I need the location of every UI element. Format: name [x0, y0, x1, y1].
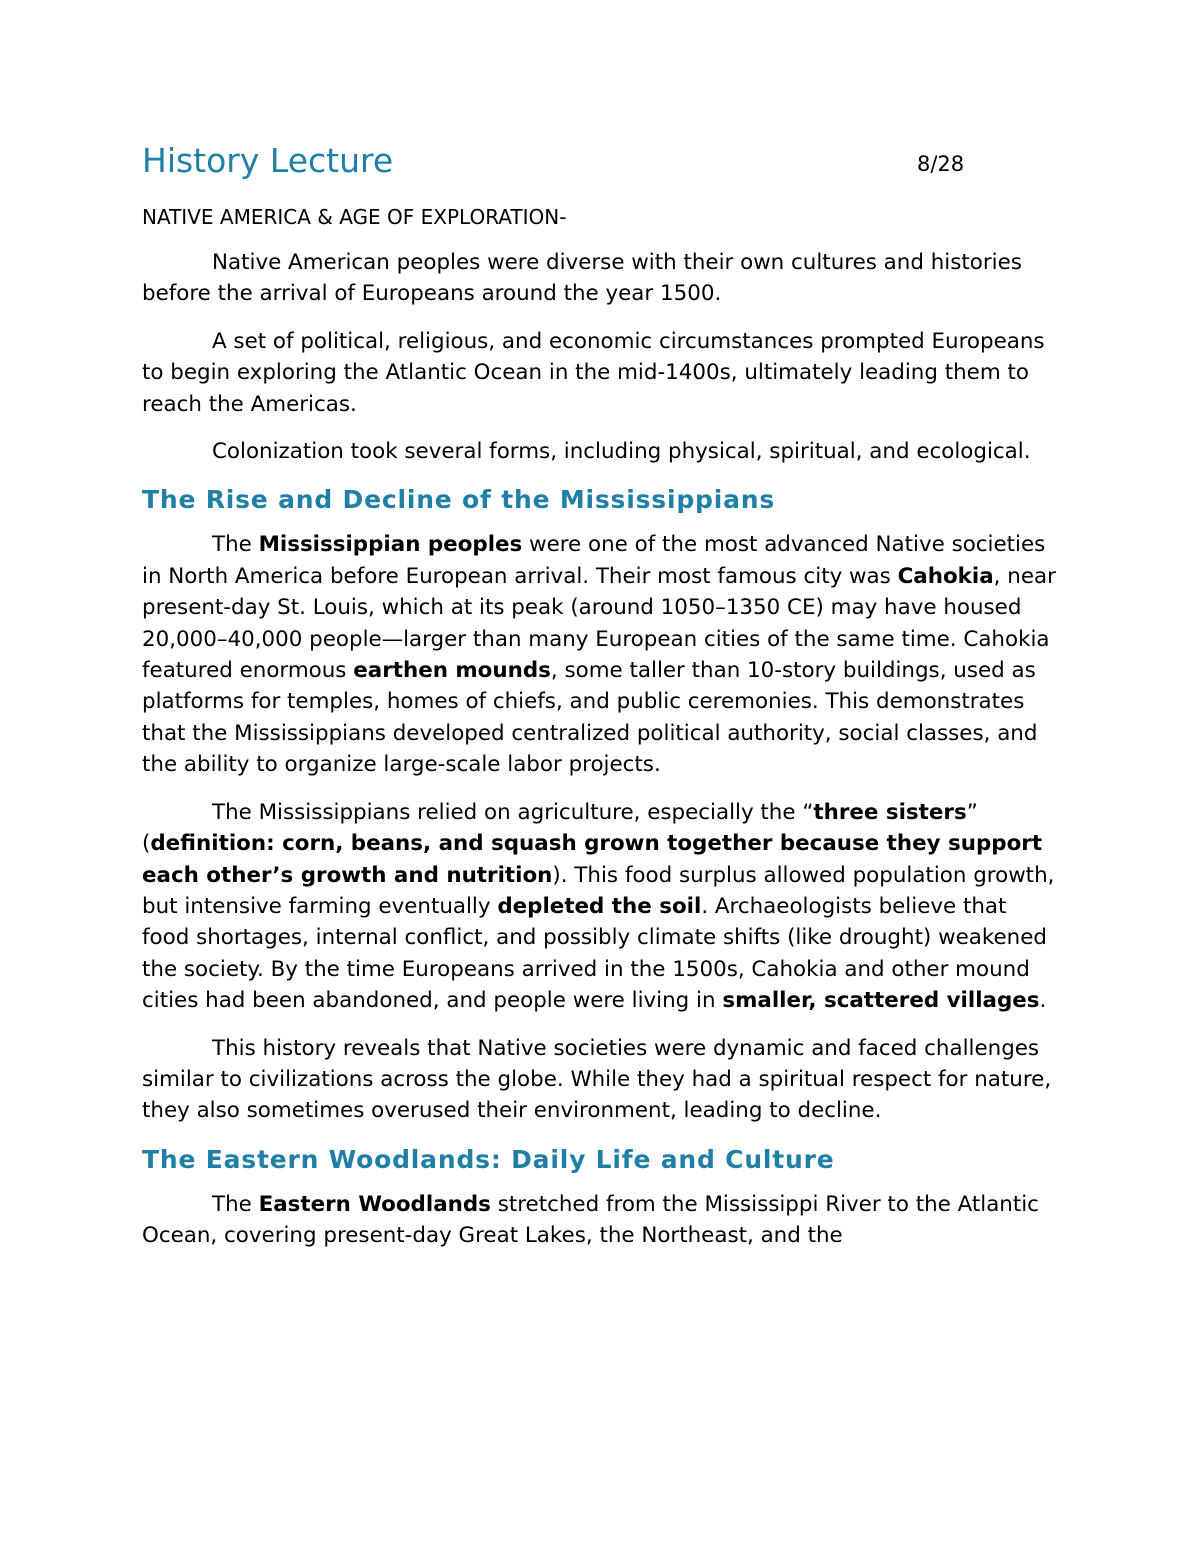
- subject-line: NATIVE AMERICA & AGE OF EXPLORATION-: [142, 205, 567, 229]
- mississippians-paragraph-3: This history reveals that Native societies were dynamic and faced challenges similar to civilizations across the globe. While they had a spiritual respect for nature, they also sometimes overused their environment, leading to decline.: [142, 1035, 1052, 1124]
- bold-term: smaller, scattered villages: [722, 988, 1040, 1014]
- text-run: The: [212, 1191, 259, 1217]
- mississippians-paragraph-1: [142, 529, 1060, 780]
- text-run: stretched from the Mississippi River to the Atlantic Ocean, covering present-day Great Lakes, the Northeast, and the: [142, 1191, 1039, 1249]
- intro-paragraph-3: Colonization took several forms, including physical, spiritual, and ecological.: [212, 439, 1031, 465]
- text-run: , near present-day St. Louis, which at its peak (around 1050–1350 CE) may have housed 20,000–40,000 people—larger than many European cities of the same time. Cahokia featured enormous: [142, 563, 1056, 684]
- document-page: [142, 140, 1060, 1268]
- intro-paragraph-2: A set of political, religious, and economic circumstances prompted Europeans to begin exploring the Atlantic Ocean in the mid-1400s, ultimately leading them to reach the Americas.: [142, 328, 1045, 417]
- text-run: The Mississippians relied on agriculture, especially the “: [212, 799, 814, 825]
- eastern-woodlands-paragraph-1: [142, 1189, 1060, 1252]
- bold-term: earthen mounds: [353, 658, 551, 684]
- intro-paragraph-1: Native American peoples were diverse with their own cultures and histories before the arrival of Europeans around the year 1500.: [142, 250, 1022, 307]
- bold-definition: definition: corn, beans, and squash grown together because they support each other’s growth and nutrition: [142, 831, 1043, 888]
- bold-term: Cahokia: [897, 563, 994, 589]
- text-run: . Archaeologists believe that food shortages, internal conflict, and possibly climate shifts (like drought) weakened the society. By the time Europeans arrived in the 1500s, Cahokia and other mound cities had been abandoned, and people were living in: [142, 893, 1047, 1014]
- text-run: were one of the most advanced Native societies in North America before European arrival. Their most famous city was: [142, 532, 1046, 589]
- section-heading-eastern-woodlands: The Eastern Woodlands: Daily Life and Culture: [142, 1144, 835, 1174]
- text-run: ” (: [142, 799, 978, 857]
- text-run: , some taller than 10-story buildings, used as platforms for temples, homes of chiefs, and public ceremonies. This demonstrates that the Mississippians developed centralized political authority, social classes, and the ability to organize large-scale labor projects.: [142, 658, 1038, 778]
- title-row: [142, 140, 1060, 186]
- bold-term: depleted the soil: [497, 893, 702, 919]
- text-run: .: [1039, 988, 1047, 1014]
- text-run: The: [212, 532, 259, 558]
- lecture-date: 8/28: [917, 152, 965, 176]
- text-run: ). This food surplus allowed population growth, but intensive farming eventually: [142, 862, 1055, 919]
- section-heading-mississippians: The Rise and Decline of the Mississippians: [142, 485, 776, 515]
- bold-term: Eastern Woodlands: [258, 1191, 491, 1217]
- bold-term: three sisters: [813, 799, 967, 825]
- mississippians-paragraph-2: [142, 797, 1060, 1017]
- document-title: History Lecture: [142, 141, 394, 180]
- bold-term: Mississippian peoples: [258, 532, 523, 558]
